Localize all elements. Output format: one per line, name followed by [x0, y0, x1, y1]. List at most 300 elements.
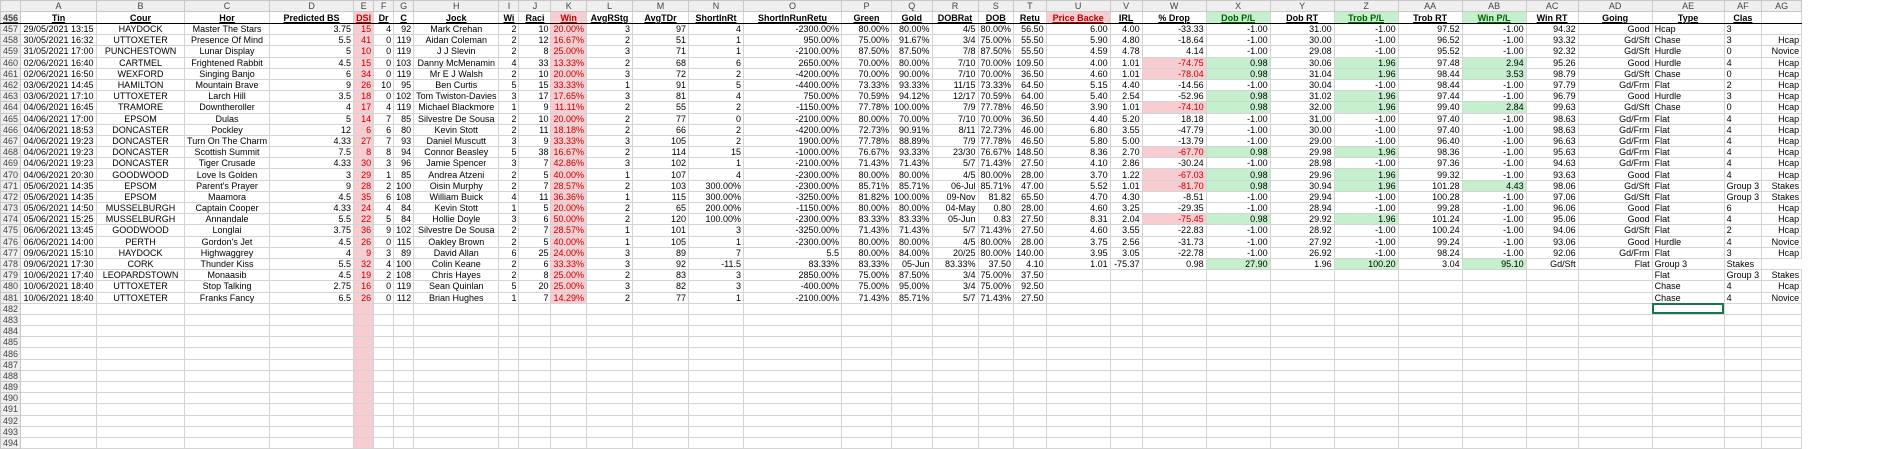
- grid-cell[interactable]: 30.06: [1270, 57, 1334, 68]
- grid-cell[interactable]: 4: [1724, 147, 1762, 158]
- column-header-s[interactable]: S: [978, 1, 1014, 12]
- grid-cell[interactable]: -1.00: [1462, 113, 1526, 124]
- grid-cell[interactable]: 3.70: [1046, 169, 1110, 180]
- header-cell[interactable]: Gold: [892, 12, 933, 24]
- grid-cell[interactable]: 6: [689, 57, 744, 68]
- grid-cell[interactable]: 55: [633, 102, 689, 113]
- grid-cell[interactable]: 7: [689, 247, 744, 258]
- grid-cell[interactable]: 4.10: [1046, 158, 1110, 169]
- grid-cell[interactable]: Mark Crehan: [414, 24, 499, 35]
- grid-cell[interactable]: [1110, 281, 1142, 292]
- grid-cell[interactable]: 2: [499, 258, 519, 269]
- grid-cell[interactable]: 2850.00%: [744, 270, 842, 281]
- grid-cell[interactable]: 3: [374, 158, 394, 169]
- grid-cell[interactable]: [374, 337, 394, 348]
- row-number[interactable]: 494: [1, 437, 21, 448]
- grid-cell[interactable]: 114: [633, 147, 689, 158]
- grid-cell[interactable]: 2: [499, 46, 519, 57]
- grid-cell[interactable]: Highwaggrey: [185, 247, 270, 258]
- grid-cell[interactable]: [1462, 393, 1526, 404]
- grid-cell[interactable]: Gd/Frm: [1578, 135, 1652, 146]
- grid-cell[interactable]: 3.90: [1046, 102, 1110, 113]
- grid-cell[interactable]: 5: [519, 203, 551, 214]
- grid-cell[interactable]: Jamie Spencer: [414, 158, 499, 169]
- grid-cell[interactable]: [633, 337, 689, 348]
- grid-cell[interactable]: [587, 404, 633, 415]
- grid-cell[interactable]: 7.5: [270, 147, 354, 158]
- grid-cell[interactable]: 37.50: [978, 258, 1014, 269]
- grid-cell[interactable]: 29/05/2021 13:15: [21, 24, 97, 35]
- grid-cell[interactable]: 46.50: [1014, 135, 1047, 146]
- grid-cell[interactable]: 3.53: [1462, 68, 1526, 79]
- grid-cell[interactable]: 7/10: [932, 57, 978, 68]
- grid-cell[interactable]: [1462, 415, 1526, 426]
- grid-cell[interactable]: [1046, 314, 1110, 325]
- grid-cell[interactable]: 4/5: [932, 236, 978, 247]
- grid-cell[interactable]: 100.24: [1398, 225, 1462, 236]
- grid-cell[interactable]: 6: [354, 124, 374, 135]
- grid-cell[interactable]: 100.00%: [689, 214, 744, 225]
- grid-cell[interactable]: [394, 426, 414, 437]
- grid-cell[interactable]: -1.00: [1462, 135, 1526, 146]
- grid-cell[interactable]: Good: [1578, 91, 1652, 102]
- grid-cell[interactable]: 85.71%: [978, 180, 1014, 191]
- grid-cell[interactable]: 1: [587, 236, 633, 247]
- grid-cell[interactable]: 99.63: [1526, 102, 1578, 113]
- grid-cell[interactable]: [1110, 270, 1142, 281]
- grid-cell[interactable]: -1.00: [1206, 191, 1270, 202]
- grid-cell[interactable]: Gd/Frm: [1578, 79, 1652, 90]
- grid-cell[interactable]: [499, 382, 519, 393]
- grid-cell[interactable]: 33.33%: [551, 135, 587, 146]
- grid-cell[interactable]: [587, 314, 633, 325]
- row-number[interactable]: 462: [1, 79, 21, 90]
- grid-cell[interactable]: 68: [633, 57, 689, 68]
- grid-cell[interactable]: [1206, 415, 1270, 426]
- grid-cell[interactable]: HAYDOCK: [97, 24, 185, 35]
- grid-cell[interactable]: 92: [633, 258, 689, 269]
- grid-cell[interactable]: Flat: [1652, 180, 1724, 191]
- grid-cell[interactable]: Gd/Frm: [1578, 147, 1652, 158]
- grid-cell[interactable]: -52.96: [1142, 91, 1206, 102]
- grid-cell[interactable]: 3: [270, 169, 354, 180]
- grid-cell[interactable]: [633, 382, 689, 393]
- grid-cell[interactable]: PERTH: [97, 236, 185, 247]
- header-cell[interactable]: Raci: [519, 12, 551, 24]
- grid-cell[interactable]: [1334, 426, 1398, 437]
- grid-cell[interactable]: 0.98: [1206, 57, 1270, 68]
- grid-cell[interactable]: [551, 415, 587, 426]
- grid-cell[interactable]: [892, 393, 933, 404]
- grid-cell[interactable]: 1: [587, 169, 633, 180]
- grid-cell[interactable]: [97, 393, 185, 404]
- grid-cell[interactable]: [587, 382, 633, 393]
- grid-cell[interactable]: Chase: [1652, 292, 1724, 303]
- grid-cell[interactable]: 3: [587, 46, 633, 57]
- grid-cell[interactable]: 3: [587, 158, 633, 169]
- grid-cell[interactable]: [1526, 337, 1578, 348]
- grid-cell[interactable]: [978, 337, 1014, 348]
- grid-cell[interactable]: 11.11%: [551, 102, 587, 113]
- grid-cell[interactable]: 119: [394, 281, 414, 292]
- grid-cell[interactable]: Gd/Sft: [1578, 180, 1652, 191]
- grid-cell[interactable]: 03/06/2021 17:10: [21, 91, 97, 102]
- grid-cell[interactable]: -67.70: [1142, 147, 1206, 158]
- grid-cell[interactable]: 93.33%: [892, 147, 933, 158]
- grid-cell[interactable]: 22: [354, 214, 374, 225]
- grid-cell[interactable]: 18.18: [1142, 113, 1206, 124]
- grid-cell[interactable]: [1334, 326, 1398, 337]
- grid-cell[interactable]: 0: [1724, 102, 1762, 113]
- grid-cell[interactable]: [1398, 348, 1462, 359]
- grid-cell[interactable]: [21, 382, 97, 393]
- grid-cell[interactable]: [551, 303, 587, 314]
- grid-cell[interactable]: [354, 337, 374, 348]
- grid-cell[interactable]: [1046, 326, 1110, 337]
- grid-cell[interactable]: [270, 348, 354, 359]
- grid-cell[interactable]: [689, 370, 744, 381]
- grid-cell[interactable]: [551, 348, 587, 359]
- grid-cell[interactable]: [892, 348, 933, 359]
- grid-cell[interactable]: 3: [689, 281, 744, 292]
- grid-cell[interactable]: [1762, 314, 1802, 325]
- grid-cell[interactable]: Good: [1578, 203, 1652, 214]
- grid-cell[interactable]: [1206, 393, 1270, 404]
- grid-cell[interactable]: [394, 404, 414, 415]
- grid-cell[interactable]: [394, 359, 414, 370]
- grid-cell[interactable]: 1: [587, 191, 633, 202]
- grid-cell[interactable]: 25: [519, 247, 551, 258]
- grid-cell[interactable]: 70.00%: [842, 68, 892, 79]
- grid-cell[interactable]: 10: [519, 68, 551, 79]
- grid-cell[interactable]: 119: [394, 46, 414, 57]
- grid-cell[interactable]: Stakes: [1724, 258, 1762, 269]
- grid-cell[interactable]: -1.00: [1462, 124, 1526, 135]
- grid-cell[interactable]: 4.5: [270, 191, 354, 202]
- grid-cell[interactable]: 70.00%: [978, 68, 1014, 79]
- grid-cell[interactable]: Good: [1578, 24, 1652, 35]
- column-header-ab[interactable]: AB: [1462, 1, 1526, 12]
- grid-cell[interactable]: [1142, 292, 1206, 303]
- column-header-a[interactable]: A: [21, 1, 97, 12]
- grid-cell[interactable]: Hcap: [1762, 68, 1802, 79]
- grid-cell[interactable]: 1: [587, 79, 633, 90]
- grid-cell[interactable]: 11/15: [932, 79, 978, 90]
- grid-cell[interactable]: -22.83: [1142, 225, 1206, 236]
- grid-cell[interactable]: [633, 393, 689, 404]
- grid-cell[interactable]: 2: [587, 270, 633, 281]
- grid-cell[interactable]: [633, 326, 689, 337]
- header-cell[interactable]: Win P/L: [1462, 12, 1526, 24]
- grid-cell[interactable]: 8.36: [1046, 147, 1110, 158]
- grid-cell[interactable]: 95.26: [1526, 57, 1578, 68]
- grid-cell[interactable]: [978, 314, 1014, 325]
- grid-cell[interactable]: 42.86%: [551, 158, 587, 169]
- grid-cell[interactable]: 56.50: [1014, 24, 1047, 35]
- grid-cell[interactable]: 98.63: [1526, 124, 1578, 135]
- grid-cell[interactable]: [354, 437, 374, 448]
- grid-cell[interactable]: [551, 382, 587, 393]
- grid-cell[interactable]: [97, 337, 185, 348]
- grid-cell[interactable]: GOODWOOD: [97, 225, 185, 236]
- header-cell[interactable]: Win: [551, 12, 587, 24]
- grid-cell[interactable]: 97.79: [1526, 79, 1578, 90]
- grid-cell[interactable]: [932, 303, 978, 314]
- grid-cell[interactable]: [1014, 348, 1047, 359]
- row-number[interactable]: 479: [1, 270, 21, 281]
- header-cell[interactable]: Retu: [1014, 12, 1047, 24]
- grid-cell[interactable]: Kevin Stott: [414, 124, 499, 135]
- grid-cell[interactable]: [374, 393, 394, 404]
- grid-cell[interactable]: [1110, 393, 1142, 404]
- grid-cell[interactable]: [744, 337, 842, 348]
- grid-cell[interactable]: [1046, 337, 1110, 348]
- grid-cell[interactable]: 5: [270, 46, 354, 57]
- grid-cell[interactable]: [1014, 314, 1047, 325]
- grid-cell[interactable]: -47.79: [1142, 124, 1206, 135]
- grid-cell[interactable]: 4: [1724, 124, 1762, 135]
- grid-cell[interactable]: 04/06/2021 18:53: [21, 124, 97, 135]
- grid-cell[interactable]: -14.56: [1142, 79, 1206, 90]
- grid-cell[interactable]: [270, 337, 354, 348]
- grid-cell[interactable]: -2100.00%: [744, 292, 842, 303]
- row-number[interactable]: 490: [1, 393, 21, 404]
- grid-cell[interactable]: [1142, 270, 1206, 281]
- grid-cell[interactable]: 4.10: [1014, 258, 1047, 269]
- row-number[interactable]: 485: [1, 337, 21, 348]
- grid-cell[interactable]: [1110, 404, 1142, 415]
- grid-cell[interactable]: 84.00%: [892, 247, 933, 258]
- grid-cell[interactable]: [551, 326, 587, 337]
- grid-cell[interactable]: Good: [1578, 236, 1652, 247]
- grid-cell[interactable]: Flat: [1652, 203, 1724, 214]
- header-cell[interactable]: Clas: [1724, 12, 1762, 24]
- grid-cell[interactable]: -31.73: [1142, 236, 1206, 247]
- grid-cell[interactable]: Hcap: [1762, 147, 1802, 158]
- grid-cell[interactable]: 81.82%: [842, 191, 892, 202]
- grid-cell[interactable]: [1652, 393, 1724, 404]
- grid-cell[interactable]: 9: [270, 79, 354, 90]
- grid-cell[interactable]: 75.00%: [978, 270, 1014, 281]
- grid-cell[interactable]: Flat: [1652, 113, 1724, 124]
- grid-cell[interactable]: [1462, 281, 1526, 292]
- column-header-af[interactable]: AF: [1724, 1, 1762, 12]
- grid-cell[interactable]: 17: [519, 91, 551, 102]
- grid-cell[interactable]: 1.96: [1334, 68, 1398, 79]
- grid-cell[interactable]: Gd/Frm: [1578, 124, 1652, 135]
- grid-cell[interactable]: 0: [374, 68, 394, 79]
- grid-cell[interactable]: 5: [689, 79, 744, 90]
- grid-cell[interactable]: 55.50: [1014, 35, 1047, 46]
- grid-cell[interactable]: 4.60: [1046, 225, 1110, 236]
- grid-cell[interactable]: Gd/Sft: [1526, 258, 1578, 269]
- grid-cell[interactable]: 4: [1724, 57, 1762, 68]
- grid-cell[interactable]: [587, 437, 633, 448]
- grid-cell[interactable]: 3.5: [270, 91, 354, 102]
- grid-cell[interactable]: 92.06: [1526, 247, 1578, 258]
- grid-cell[interactable]: 96.06: [1526, 203, 1578, 214]
- grid-cell[interactable]: 30.94: [1270, 180, 1334, 191]
- grid-cell[interactable]: 04/06/2021 19:23: [21, 147, 97, 158]
- grid-cell[interactable]: 04-May: [932, 203, 978, 214]
- row-number[interactable]: 470: [1, 169, 21, 180]
- grid-cell[interactable]: [414, 426, 499, 437]
- grid-cell[interactable]: -2300.00%: [744, 214, 842, 225]
- grid-cell[interactable]: [551, 370, 587, 381]
- row-number[interactable]: 474: [1, 214, 21, 225]
- grid-cell[interactable]: 70.00%: [842, 57, 892, 68]
- column-header-o[interactable]: O: [744, 1, 842, 12]
- grid-cell[interactable]: -1.00: [1206, 203, 1270, 214]
- grid-cell[interactable]: [744, 415, 842, 426]
- column-header-d[interactable]: D: [270, 1, 354, 12]
- grid-cell[interactable]: Flat: [1652, 124, 1724, 135]
- header-cell[interactable]: ShortInRt: [689, 12, 744, 24]
- grid-cell[interactable]: 3: [499, 91, 519, 102]
- grid-cell[interactable]: Thunder Kiss: [185, 258, 270, 269]
- grid-cell[interactable]: [394, 382, 414, 393]
- grid-cell[interactable]: 37.50: [1014, 270, 1047, 281]
- grid-cell[interactable]: [633, 348, 689, 359]
- grid-cell[interactable]: 1.01: [1110, 57, 1142, 68]
- grid-cell[interactable]: [354, 348, 374, 359]
- grid-cell[interactable]: Flat: [1652, 270, 1724, 281]
- grid-cell[interactable]: [978, 348, 1014, 359]
- grid-cell[interactable]: 0: [1724, 46, 1762, 57]
- grid-cell[interactable]: 1: [374, 169, 394, 180]
- grid-cell[interactable]: -1.00: [1334, 247, 1398, 258]
- column-header-aa[interactable]: AA: [1398, 1, 1462, 12]
- grid-cell[interactable]: [1578, 404, 1652, 415]
- grid-cell[interactable]: 05/06/2021 14:35: [21, 191, 97, 202]
- grid-cell[interactable]: 10/06/2021 18:40: [21, 292, 97, 303]
- header-cell[interactable]: Win RT: [1526, 12, 1578, 24]
- grid-cell[interactable]: 70.00%: [892, 113, 933, 124]
- grid-cell[interactable]: 29: [354, 169, 374, 180]
- grid-cell[interactable]: 75.00%: [978, 35, 1014, 46]
- grid-cell[interactable]: 4.60: [1046, 203, 1110, 214]
- grid-cell[interactable]: 99.40: [1398, 102, 1462, 113]
- grid-cell[interactable]: 2: [587, 292, 633, 303]
- grid-cell[interactable]: 2: [499, 236, 519, 247]
- grid-cell[interactable]: -75.45: [1142, 214, 1206, 225]
- column-header-f[interactable]: F: [374, 1, 394, 12]
- grid-cell[interactable]: -2300.00%: [744, 236, 842, 247]
- grid-cell[interactable]: Tom Twiston-Davies: [414, 91, 499, 102]
- grid-cell[interactable]: Monaasib: [185, 270, 270, 281]
- header-cell[interactable]: AvgRStg: [587, 12, 633, 24]
- grid-cell[interactable]: 31.00: [1270, 24, 1334, 35]
- grid-cell[interactable]: 99.28: [1398, 203, 1462, 214]
- grid-cell[interactable]: 101.28: [1398, 180, 1462, 191]
- grid-cell[interactable]: [519, 326, 551, 337]
- grid-cell[interactable]: 71.43%: [978, 158, 1014, 169]
- row-number[interactable]: 460: [1, 57, 21, 68]
- grid-cell[interactable]: 71.43%: [978, 225, 1014, 236]
- grid-cell[interactable]: 4.80: [1110, 35, 1142, 46]
- grid-cell[interactable]: 0: [689, 113, 744, 124]
- grid-cell[interactable]: 27: [354, 135, 374, 146]
- grid-cell[interactable]: -1.00: [1206, 158, 1270, 169]
- header-cell[interactable]: C: [394, 12, 414, 24]
- column-header-v[interactable]: V: [1110, 1, 1142, 12]
- grid-cell[interactable]: 101.24: [1398, 214, 1462, 225]
- grid-cell[interactable]: -1.00: [1334, 191, 1398, 202]
- grid-cell[interactable]: [1014, 359, 1047, 370]
- grid-cell[interactable]: [1334, 437, 1398, 448]
- grid-cell[interactable]: 80.00%: [842, 203, 892, 214]
- column-header-z[interactable]: Z: [1334, 1, 1398, 12]
- grid-cell[interactable]: 3.75: [270, 225, 354, 236]
- grid-cell[interactable]: [1334, 415, 1398, 426]
- grid-cell[interactable]: -400.00%: [744, 281, 842, 292]
- grid-cell[interactable]: -1.00: [1334, 124, 1398, 135]
- grid-cell[interactable]: [1206, 426, 1270, 437]
- grid-cell[interactable]: [1462, 292, 1526, 303]
- grid-cell[interactable]: [1526, 348, 1578, 359]
- row-number[interactable]: 492: [1, 415, 21, 426]
- grid-cell[interactable]: 2: [587, 35, 633, 46]
- grid-cell[interactable]: 80.00%: [842, 24, 892, 35]
- grid-cell[interactable]: [1652, 426, 1724, 437]
- grid-cell[interactable]: 8: [374, 147, 394, 158]
- grid-cell[interactable]: [892, 326, 933, 337]
- grid-cell[interactable]: [1334, 348, 1398, 359]
- row-number[interactable]: 457: [1, 24, 21, 35]
- grid-cell[interactable]: [1014, 370, 1047, 381]
- grid-cell[interactable]: [1206, 337, 1270, 348]
- grid-cell[interactable]: [394, 348, 414, 359]
- grid-cell[interactable]: Stakes: [1762, 180, 1802, 191]
- grid-cell[interactable]: 5/7: [932, 225, 978, 236]
- grid-cell[interactable]: 30/05/2021 16:32: [21, 35, 97, 46]
- grid-cell[interactable]: [1270, 359, 1334, 370]
- grid-cell[interactable]: [1398, 382, 1462, 393]
- grid-cell[interactable]: 87.50%: [978, 46, 1014, 57]
- grid-cell[interactable]: 20: [519, 281, 551, 292]
- grid-cell[interactable]: [1046, 382, 1110, 393]
- grid-cell[interactable]: Group 3: [1724, 180, 1762, 191]
- grid-cell[interactable]: 84: [394, 214, 414, 225]
- grid-cell[interactable]: 2.54: [1110, 91, 1142, 102]
- grid-cell[interactable]: [587, 348, 633, 359]
- grid-cell[interactable]: EPSOM: [97, 191, 185, 202]
- grid-cell[interactable]: 3/4: [932, 270, 978, 281]
- grid-cell[interactable]: WEXFORD: [97, 68, 185, 79]
- grid-cell[interactable]: 72: [633, 68, 689, 79]
- grid-cell[interactable]: 6: [499, 247, 519, 258]
- grid-cell[interactable]: Flat: [1652, 135, 1724, 146]
- grid-cell[interactable]: Hurdle: [1652, 46, 1724, 57]
- grid-cell[interactable]: 15: [689, 147, 744, 158]
- grid-cell[interactable]: 5: [519, 236, 551, 247]
- grid-cell[interactable]: [1652, 348, 1724, 359]
- grid-cell[interactable]: 300.00%: [689, 180, 744, 191]
- grid-cell[interactable]: [842, 303, 892, 314]
- grid-cell[interactable]: [689, 303, 744, 314]
- grid-cell[interactable]: [21, 370, 97, 381]
- grid-cell[interactable]: [519, 426, 551, 437]
- grid-cell[interactable]: 7/10: [932, 113, 978, 124]
- grid-cell[interactable]: 102: [633, 158, 689, 169]
- grid-cell[interactable]: 3: [689, 225, 744, 236]
- grid-cell[interactable]: [1270, 303, 1334, 314]
- grid-cell[interactable]: 100.20: [1334, 258, 1398, 269]
- row-number[interactable]: 489: [1, 382, 21, 393]
- grid-cell[interactable]: Love Is Golden: [185, 169, 270, 180]
- grid-cell[interactable]: 0: [374, 236, 394, 247]
- header-cell[interactable]: DOBRat: [932, 12, 978, 24]
